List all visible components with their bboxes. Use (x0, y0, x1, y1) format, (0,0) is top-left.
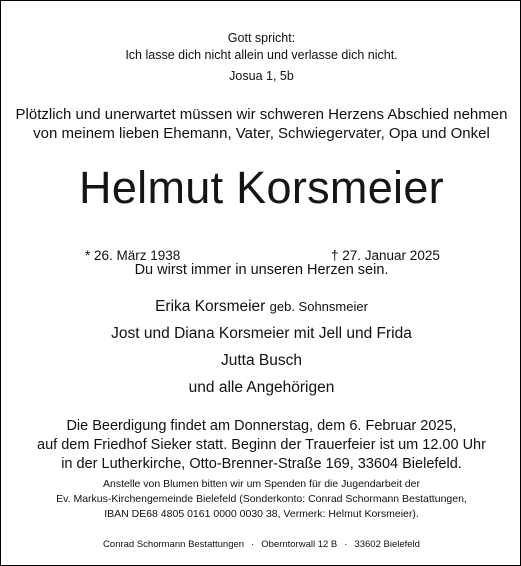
verse-reference: Josua 1, 5b (229, 69, 294, 83)
footer-street: Oberntorwall 12 B (261, 539, 338, 550)
deceased-name: Helmut Korsmeier (79, 162, 444, 213)
spouse-maiden-name: geb. Sohnsmeier (269, 299, 368, 314)
footer-separator: · (251, 539, 255, 550)
motto: Du wirst immer in unseren Herzen sein. (134, 262, 389, 278)
intro-line-2: von meinem lieben Ehemann, Vater, Schwiegervater, Opa und Onkel (33, 125, 490, 142)
footer-city: 33602 Bielefeld (354, 539, 420, 550)
footer-imprint (1, 539, 521, 551)
footer-company: Conrad Schormann Bestattungen (103, 539, 245, 550)
family-line-4: und alle Angehörigen (188, 379, 335, 396)
donation-line-1: Anstelle von Blumen bitten wir um Spenden für die Jugendarbeit der (103, 478, 420, 490)
death-date: † 27. Januar 2025 (331, 248, 440, 263)
family-line-3: Jutta Busch (221, 352, 302, 369)
birth-date: * 26. März 1938 (85, 248, 181, 263)
funeral-line-1: Die Beerdigung findet am Donnerstag, dem 6. Februar 2025, (66, 418, 457, 434)
family-line-1 (1, 297, 521, 316)
spouse-name: Erika Korsmeier (155, 298, 266, 315)
donation-line-3: IBAN DE68 4805 0161 0000 0030 38, Vermerk: Helmut Korsmeier). (104, 508, 419, 520)
verse-line-2: Ich lasse dich nicht allein und verlasse dich nicht. (125, 48, 398, 62)
donation-line-2: Ev. Markus-Kirchengemeinde Bielefeld (Sonderkonto: Conrad Schormann Bestattungen, (56, 493, 467, 505)
funeral-line-2: auf dem Friedhof Sieker statt. Beginn der Trauerfeier ist um 12.00 Uhr (37, 437, 486, 453)
footer-separator: · (344, 539, 348, 550)
funeral-line-3: in der Lutherkirche, Otto-Brenner-Straße 169, 33604 Bielefeld. (61, 456, 462, 472)
family-line-2: Jost und Diana Korsmeier mit Jell und Frida (111, 325, 412, 342)
verse-line-1: Gott spricht: (227, 31, 296, 45)
intro-line-1: Plötzlich und unerwartet müssen wir schweren Herzens Abschied nehmen (15, 106, 508, 123)
